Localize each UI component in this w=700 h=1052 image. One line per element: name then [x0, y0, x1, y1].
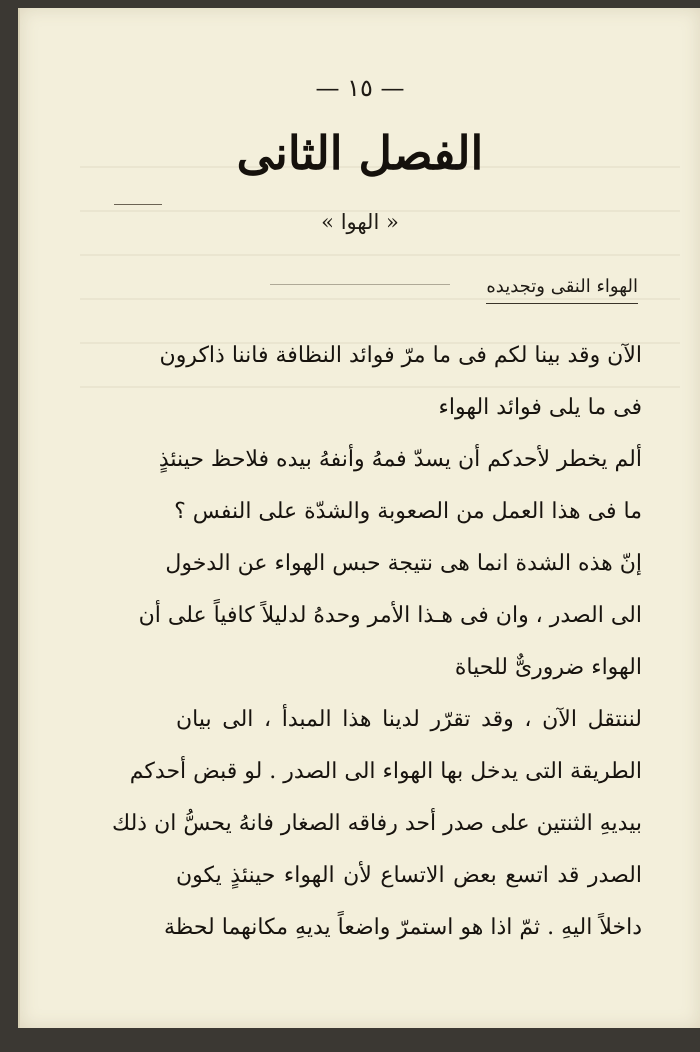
text-line: لننتقل الآن ، وقد تقرّر لدينا هذا المبدأ ، الى بيان: [176, 707, 642, 732]
body-text: [112, 330, 642, 954]
book-page: [18, 8, 700, 1028]
text-line: الهواء ضرورىٌّ للحياة: [454, 655, 642, 680]
decorative-rule-left: [114, 204, 162, 205]
text-line: ألم يخطر لأحدكم أن يسدّ فمهُ وأنفهُ بيده فلاحظ حينئذٍ: [158, 447, 642, 472]
text-line: فى ما يلى فوائد الهواء: [438, 395, 642, 420]
text-line: الى الصدر ، وان فى هـذا الأمر وحدهُ لدليلاً كافياً على أن: [138, 603, 642, 628]
chapter-title: الفصل الثانى: [236, 126, 484, 180]
text-line: الطريقة التى يدخل بها الهواء الى الصدر . لو قبض أحدكم: [129, 759, 642, 784]
text-line: الصدر قد اتسع بعض الاتساع لأن الهواء حينئذٍ يكون: [176, 863, 642, 888]
page-number: — ١٥ —: [315, 74, 405, 102]
chapter-subtitle: « الهوا »: [321, 210, 399, 234]
text-line: بيديهِ الثنتين على صدر أحد رفاقه الصغار فانهُ يحسُّ ان ذلك: [112, 811, 642, 836]
text-line: ما فى هذا العمل من الصعوبة والشدّة على النفس ؟: [174, 499, 642, 524]
text-line: إنّ هذه الشدة انما هى نتيجة حبس الهواء عن الدخول: [165, 551, 642, 576]
decorative-rule-faint: [270, 284, 450, 285]
text-line: داخلاً اليهِ . ثمّ اذا هو استمرّ واضعاً يديهِ مكانهما لحظة: [164, 915, 642, 940]
text-line: الآن وقد بينا لكم فى ما مرّ فوائد النظافة فاننا ذاكرون: [159, 343, 642, 368]
section-heading: الهواء النقى وتجديده: [486, 276, 638, 304]
